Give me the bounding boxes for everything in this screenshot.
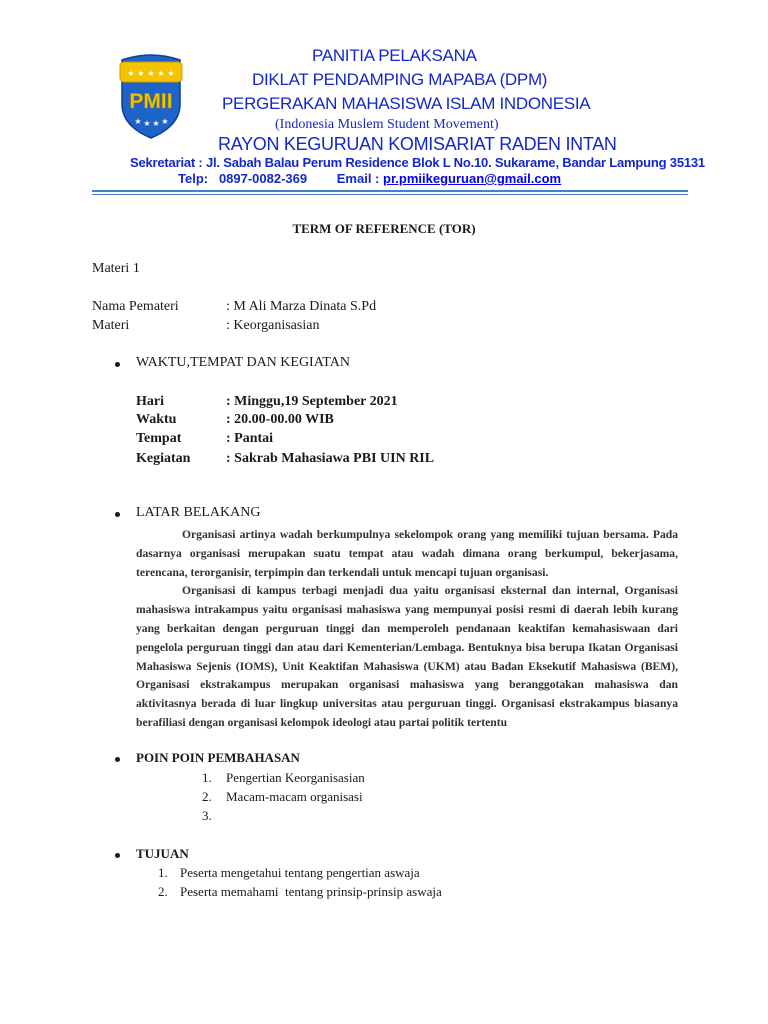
header-line-5: RAYON KEGURUAN KOMISARIAT RADEN INTAN [218,134,617,154]
tujuan-item: Peserta memahami tentang prinsip-prinsip aswaja [180,884,442,899]
paragraph: Organisasi di kampus terbagi menjadi dua yaitu organisasi eksternal dan internal, Organisasi mahasiswa intrakampus yaitu organisasi mahasiswa yang mempunyai posisi resmi di daerah lebih kurang yang berkaitan dengan perguruan tinggi dan memperoleh pendanaan keaktifan kemahasiswaan dari pengelola perguruan tinggi dan atau dari Kementerian/Lembaga. Bentuknya bisa berupa Ikatan Organisasi Mahasiswa Sejenis (IOMS), Unit Keaktifan Mahasiswa (UKM) atau Badan Eksekutif Mahasiswa (BEM), Organisasi ekstrakampus merupakan organisasi mahasiswa yang beranggotakan mahasiswa dan aktivitasnya berada di luar lingkup universitas atau perguruan tinggi. Organisasi ekstrakampus biasanya berafiliasi dengan organisasi kelompok ideologi atau partai politik tertentu [136,584,678,729]
header-contact [178,171,561,186]
poin-item: Macam-macam organisasi [226,789,363,804]
poin-num: 3. [202,808,212,823]
label-tempat: Tempat [136,431,182,446]
info-value-pemateri: : M Ali Marza Dinata S.Pd [226,299,377,314]
svg-text:★: ★ [127,69,135,78]
svg-text:PMII: PMII [129,90,173,113]
svg-text:★: ★ [147,69,155,78]
section-latar-heading: LATAR BELAKANG [136,505,261,520]
value-kegiatan: : Sakrab Mahasiawa PBI UIN RIL [226,451,435,466]
svg-text:★: ★ [134,117,142,126]
header-rule [92,190,688,192]
svg-text:★: ★ [167,69,175,78]
bullet [115,362,120,367]
latar-belakang-text [136,526,678,733]
label-waktu: Waktu [136,412,177,427]
label-kegiatan: Kegiatan [136,451,191,466]
document-title: TERM OF REFERENCE (TOR) [292,221,476,236]
svg-text:★: ★ [152,119,160,128]
svg-text:★: ★ [137,69,145,78]
pmii-logo [116,52,186,140]
svg-text:★: ★ [157,69,165,78]
email-link[interactable]: pr.pmiikeguruan@gmail.com [383,171,562,186]
header-rule-thin [92,194,688,195]
bullet [115,853,120,858]
phone-number: 0897-0082-369 [218,171,308,186]
header-line-2: DIKLAT PENDAMPING MAPABA (DPM) [252,70,548,89]
section-waktu-heading: WAKTU,TEMPAT DAN KEGIATAN [136,355,350,370]
info-label-materi: Materi [92,318,130,333]
header-address: Sekretariat : Jl. Sabah Balau Perum Residence Blok L No.10. Sukarame, Bandar Lampung 35131 [130,155,705,170]
email-label: Email : [336,171,380,186]
svg-text:★: ★ [161,117,169,126]
tujuan-num: 2. [158,884,168,899]
phone-label: Telp: [178,171,209,186]
header-line-3: PERGERAKAN MAHASISWA ISLAM INDONESIA [222,94,591,113]
poin-item: Pengertian Keorganisasian [226,770,365,785]
tujuan-num: 1. [158,865,168,880]
bullet [115,757,120,762]
paragraph: Organisasi artinya wadah berkumpulnya sekelompok orang yang memiliki tujuan bersama. Pada dasarnya organisasi merupakan suatu tempat atau wadah dimana orang berkumpul, bekerjasama, terencana, terorganisir, terpimpin dan terkendali untuk mencapi tujuan organisasi. [136,528,678,579]
materi-heading: Materi 1 [92,261,140,276]
header-line-4: (Indonesia Muslem Student Movement) [275,117,499,132]
poin-num: 2. [202,789,212,804]
value-hari: : Minggu,19 September 2021 [226,394,398,409]
section-tujuan-heading: TUJUAN [136,846,189,861]
poin-num: 1. [202,770,212,785]
svg-text:★: ★ [143,119,151,128]
label-hari: Hari [136,394,164,409]
value-tempat: : Pantai [226,431,274,446]
section-poin-heading: POIN POIN PEMBAHASAN [136,750,300,765]
info-value-materi: : Keorganisasian [226,318,320,333]
header-line-1: PANITIA PELAKSANA [312,46,477,65]
value-waktu: : 20.00-00.00 WIB [226,412,334,427]
bullet [115,512,120,517]
tujuan-item: Peserta mengetahui tentang pengertian aswaja [180,865,420,880]
info-label-pemateri: Nama Pemateri [92,299,179,314]
